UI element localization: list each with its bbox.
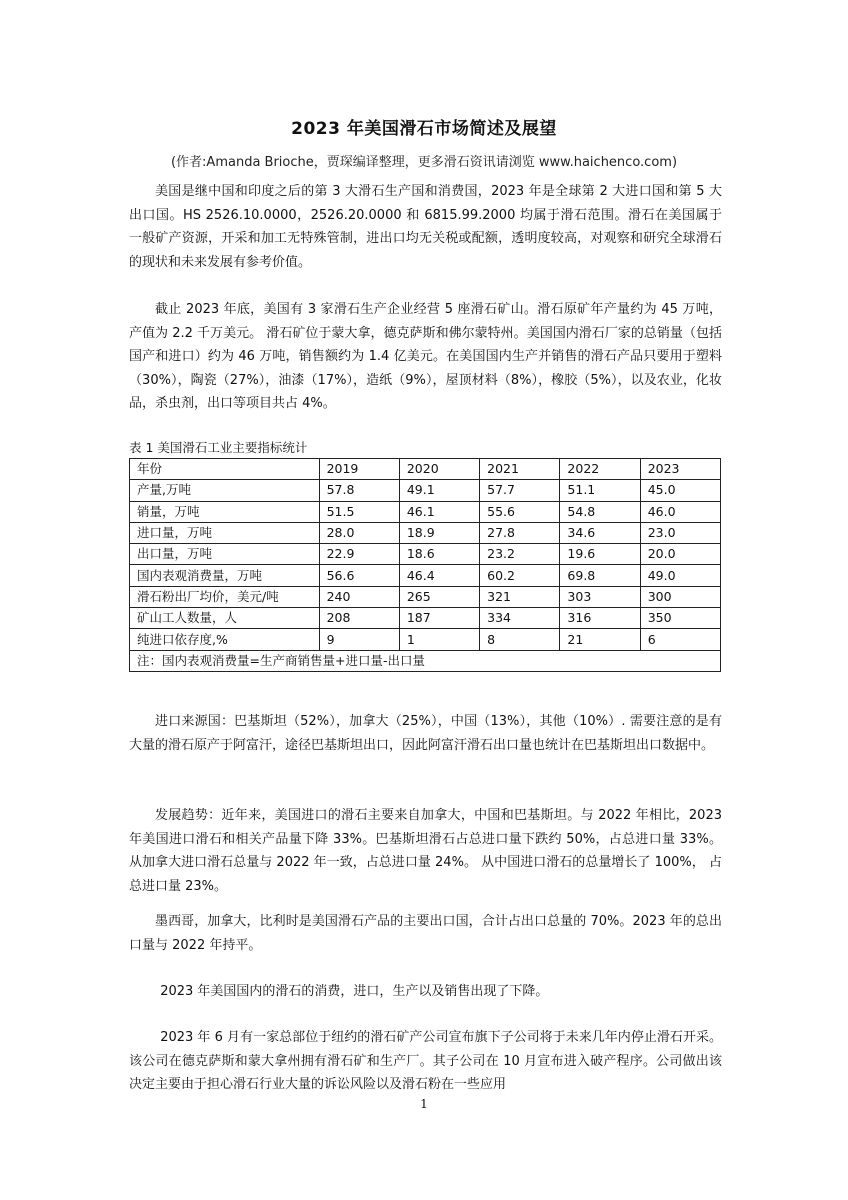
document-subtitle: (作者:Amanda Brioche，贾琛编译整理，更多滑石资讯请浏览 www.haichenco.com) — [170, 155, 678, 170]
table-cell: 303 — [560, 586, 640, 607]
table-cell: 187 — [399, 608, 479, 629]
table-cell: 321 — [480, 586, 560, 607]
table-cell: 27.8 — [480, 522, 560, 543]
table-cell: 69.8 — [560, 565, 640, 586]
table-note-row — [130, 650, 721, 671]
table-cell: 350 — [640, 608, 720, 629]
table-row — [130, 501, 721, 522]
table-row — [130, 544, 721, 565]
table-cell: 进口量，万吨 — [130, 522, 320, 543]
table-cell: 23.0 — [640, 522, 720, 543]
header-cell: 2023 — [640, 459, 720, 480]
table-cell: 57.7 — [480, 480, 560, 501]
table-cell: 国内表观消费量，万吨 — [130, 565, 320, 586]
table-cell: 54.8 — [560, 501, 640, 522]
table-row — [130, 608, 721, 629]
table-cell: 20.0 — [640, 544, 720, 565]
paragraph-exports: 墨西哥，加拿大，比利时是美国滑石产品的主要出口国，合计占出口总量的 70%。2023 年的总出口量与 2022 年持平。 — [129, 914, 722, 953]
table-cell: 34.6 — [560, 522, 640, 543]
statistics-table — [129, 458, 721, 672]
header-cell: 2020 — [399, 459, 479, 480]
table-cell: 56.6 — [319, 565, 399, 586]
table-cell: 8 — [480, 629, 560, 650]
document-title: 2023 年美国滑石市场简述及展望 — [291, 119, 557, 139]
table-cell: 208 — [319, 608, 399, 629]
table-cell: 334 — [480, 608, 560, 629]
header-cell: 年份 — [130, 459, 320, 480]
table-cell: 19.6 — [560, 544, 640, 565]
table-cell: 46.4 — [399, 565, 479, 586]
paragraph-import-sources: 进口来源国：巴基斯坦（52%），加拿大（25%），中国（13%），其他（10%）. 需要注意的是有大量的滑石原产于阿富汗，途径巴基斯坦出口，因此阿富汗滑石出口量也统计在巴基斯坦出口数据中。 — [129, 714, 722, 753]
table-cell: 265 — [399, 586, 479, 607]
table-row — [130, 480, 721, 501]
table-row — [130, 565, 721, 586]
paragraph-intro: 美国是继中国和印度之后的第 3 大滑石生产国和消费国，2023 年是全球第 2 大进口国和第 5 大出口国。HS 2526.10.0000，2526.20.0000 和 6815.99.2000 均属于滑石范围。滑石在美国属于一般矿产资源，开采和加工无特殊管制，进出口均无关税或配额，透明度较高，对观察和研究全球滑石的现状和未来发展有参考价值。 — [129, 184, 722, 270]
table-row — [130, 586, 721, 607]
table-note: 注：国内表观消费量=生产商销售量+进口量-出口量 — [130, 650, 721, 671]
table-cell: 9 — [319, 629, 399, 650]
table-cell: 316 — [560, 608, 640, 629]
paragraph-production: 截止 2023 年底，美国有 3 家滑石生产企业经营 5 座滑石矿山。滑石原矿年产量约为 45 万吨，产值为 2.2 千万美元。 滑石矿位于蒙大拿，德克萨斯和佛尔蒙特州。美国国内滑石厂家的总销量（包括国产和进口）约为 46 万吨，销售额约为 1.4 亿美元。在美国国内生产并销售的滑石产品只要用于塑料（30%），陶瓷（27%），油漆（17%），造纸（9%），屋顶材料（8%），橡胶（5%），以及农业，化妆品，杀虫剂，出口等项目共占 4%。 — [129, 302, 722, 411]
table-cell: 22.9 — [319, 544, 399, 565]
page-number: 1 — [420, 1097, 428, 1111]
table-cell: 23.2 — [480, 544, 560, 565]
header-cell: 2021 — [480, 459, 560, 480]
table-cell: 产量,万吨 — [130, 480, 320, 501]
table-cell: 46.1 — [399, 501, 479, 522]
table-cell: 18.9 — [399, 522, 479, 543]
table-cell: 18.6 — [399, 544, 479, 565]
table-row — [130, 522, 721, 543]
table-cell: 240 — [319, 586, 399, 607]
table-cell: 51.5 — [319, 501, 399, 522]
table-caption: 表 1 美国滑石工业主要指标统计 — [129, 440, 308, 455]
header-cell: 2019 — [319, 459, 399, 480]
table-cell: 51.1 — [560, 480, 640, 501]
paragraph-decline: 2023 年美国国内的滑石的消费，进口，生产以及销售出现了下降。 — [160, 984, 549, 999]
table-cell: 300 — [640, 586, 720, 607]
table-cell: 1 — [399, 629, 479, 650]
table-cell: 矿山工人数量，人 — [130, 608, 320, 629]
table-cell: 滑石粉出厂均价，美元/吨 — [130, 586, 320, 607]
table-cell: 21 — [560, 629, 640, 650]
paragraph-trends: 发展趋势：近年来，美国进口的滑石主要来自加拿大，中国和巴基斯坦。与 2022 年相比，2023 年美国进口滑石和相关产品量下降 33%。巴基斯坦滑石占总进口量下跌约 50%，占总进口量 33%。 从加拿大进口滑石总量与 2022 年一致，占总进口量 24%。 从中国进口滑石的总量增长了 100%， 占总进口量 23%。 — [129, 808, 722, 894]
header-cell: 2022 — [560, 459, 640, 480]
table-cell: 60.2 — [480, 565, 560, 586]
table-cell: 45.0 — [640, 480, 720, 501]
table-cell: 57.8 — [319, 480, 399, 501]
table-row — [130, 629, 721, 650]
table-cell: 49.1 — [399, 480, 479, 501]
table-cell: 6 — [640, 629, 720, 650]
table-cell: 出口量，万吨 — [130, 544, 320, 565]
table-cell: 49.0 — [640, 565, 720, 586]
table-cell: 46.0 — [640, 501, 720, 522]
table-cell: 销量，万吨 — [130, 501, 320, 522]
table-cell: 28.0 — [319, 522, 399, 543]
table-cell: 纯进口依存度,% — [130, 629, 320, 650]
paragraph-company: 2023 年 6 月有一家总部位于纽约的滑石矿产公司宣布旗下子公司将于未来几年内停止滑石开采。 该公司在德克萨斯和蒙大拿州拥有滑石矿和生产厂。其子公司在 10 月宣布进入破产程序。公司做出该决定主要由于担心滑石行业大量的诉讼风险以及滑石粉在一些应用 — [129, 1030, 722, 1092]
table-header-row — [130, 459, 721, 480]
table-cell: 55.6 — [480, 501, 560, 522]
